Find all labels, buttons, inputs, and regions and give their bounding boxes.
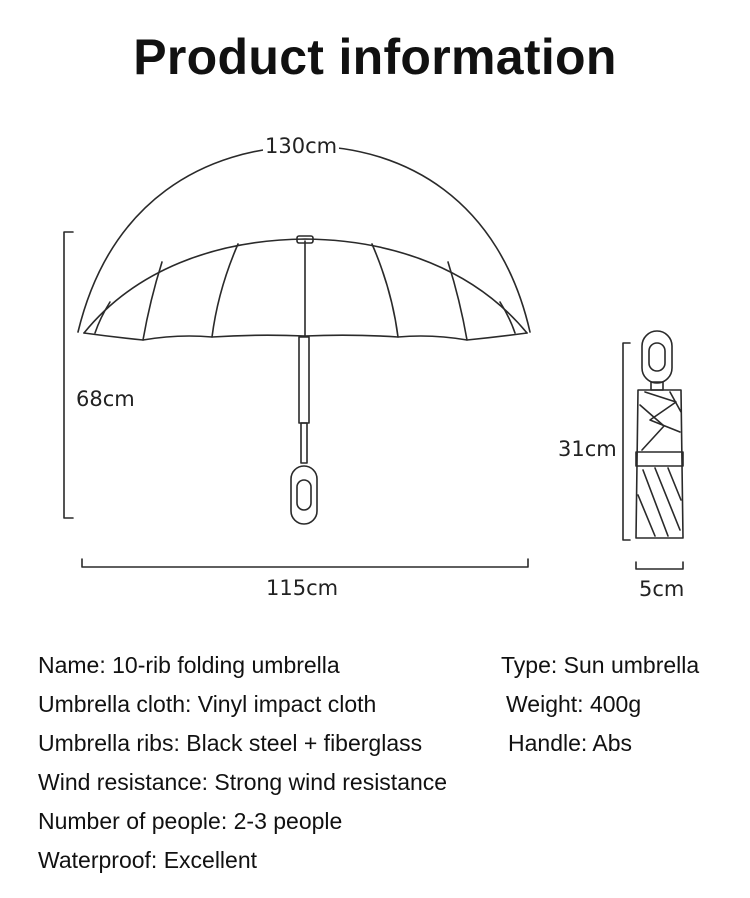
rib-line [143,262,162,340]
spec-type: Type: Sun umbrella [501,652,700,678]
shaft [299,337,309,423]
spec-people: Number of people: 2-3 people [38,808,343,834]
dimension-68cm: 68cm [76,387,135,411]
folded-strap [636,452,683,466]
dimension-5cm: 5cm [639,577,685,601]
spec-handle: Handle: Abs [508,730,633,756]
spec-wind-resistance: Wind resistance: Strong wind resistance [38,769,448,795]
folded-length-bracket [623,343,630,540]
dimension-115cm: 115cm [266,576,339,600]
folded-fold-line [638,495,655,536]
spec-weight: Weight: 400g [506,691,642,717]
folded-fold-line [645,392,680,432]
handle-ring-inner [297,480,311,510]
rib-line [212,244,238,337]
rib-line [448,262,467,340]
shaft-lower [301,423,307,463]
folded-fold-line [643,470,668,536]
dimension-31cm: 31cm [558,437,617,461]
spec-name: Name: 10-rib folding umbrella [38,652,340,678]
dimension-130cm: 130cm [265,134,338,158]
handle-ring [291,466,317,524]
width-bracket [82,559,528,567]
spec-waterproof: Waterproof: Excellent [38,847,258,873]
spec-cloth: Umbrella cloth: Vinyl impact cloth [38,691,377,717]
folded-hook-outer [642,331,672,383]
folded-fold-line [670,392,681,412]
folded-fold-line [655,468,680,530]
folded-fold-line [668,468,681,500]
rib-line [372,244,398,337]
folded-fold-line [640,405,664,450]
spec-ribs: Umbrella ribs: Black steel + fiberglass [38,730,423,756]
height-bracket [64,232,73,518]
folded-hook-inner [649,343,665,371]
folded-width-bracket [636,562,683,569]
page-title: Product information [133,29,617,85]
